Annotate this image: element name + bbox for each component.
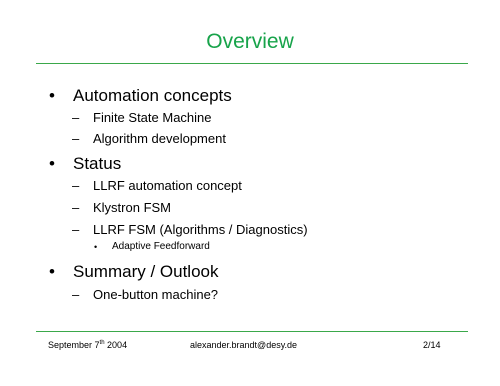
title-divider xyxy=(36,63,468,64)
dash: – xyxy=(72,200,80,215)
footer-date-suffix: 2004 xyxy=(104,340,128,350)
footer-divider xyxy=(36,331,468,332)
dash: – xyxy=(72,131,80,146)
dash: – xyxy=(72,287,80,302)
outline-text: One-button machine? xyxy=(93,287,219,302)
outline-text: LLRF automation concept xyxy=(93,178,242,193)
outline-text: Finite State Machine xyxy=(93,110,212,125)
outline-text: Automation concepts xyxy=(73,86,232,105)
footer-date-sup: th xyxy=(99,340,105,346)
outline-text: Adaptive Feedforward xyxy=(112,241,210,252)
footer-email: alexander.brandt@desy.de xyxy=(190,340,298,350)
dash: – xyxy=(72,110,80,125)
outline-text: Summary / Outlook xyxy=(73,262,219,281)
outline-text: Algorithm development xyxy=(93,131,226,146)
footer-date xyxy=(48,339,127,351)
slide-title: Overview xyxy=(206,30,294,53)
dash: – xyxy=(72,222,80,237)
footer-date-prefix: September 7 xyxy=(48,340,100,350)
dash: – xyxy=(72,178,80,193)
outline-text: LLRF FSM (Algorithms / Diagnostics) xyxy=(93,222,308,237)
page-number: 2/14 xyxy=(423,340,441,350)
outline-text: Status xyxy=(73,154,122,173)
bullet: • xyxy=(49,154,55,173)
bullet: • xyxy=(49,262,55,281)
outline-text: Klystron FSM xyxy=(93,200,172,215)
bullet: • xyxy=(49,86,55,105)
bullet: • xyxy=(94,242,98,252)
